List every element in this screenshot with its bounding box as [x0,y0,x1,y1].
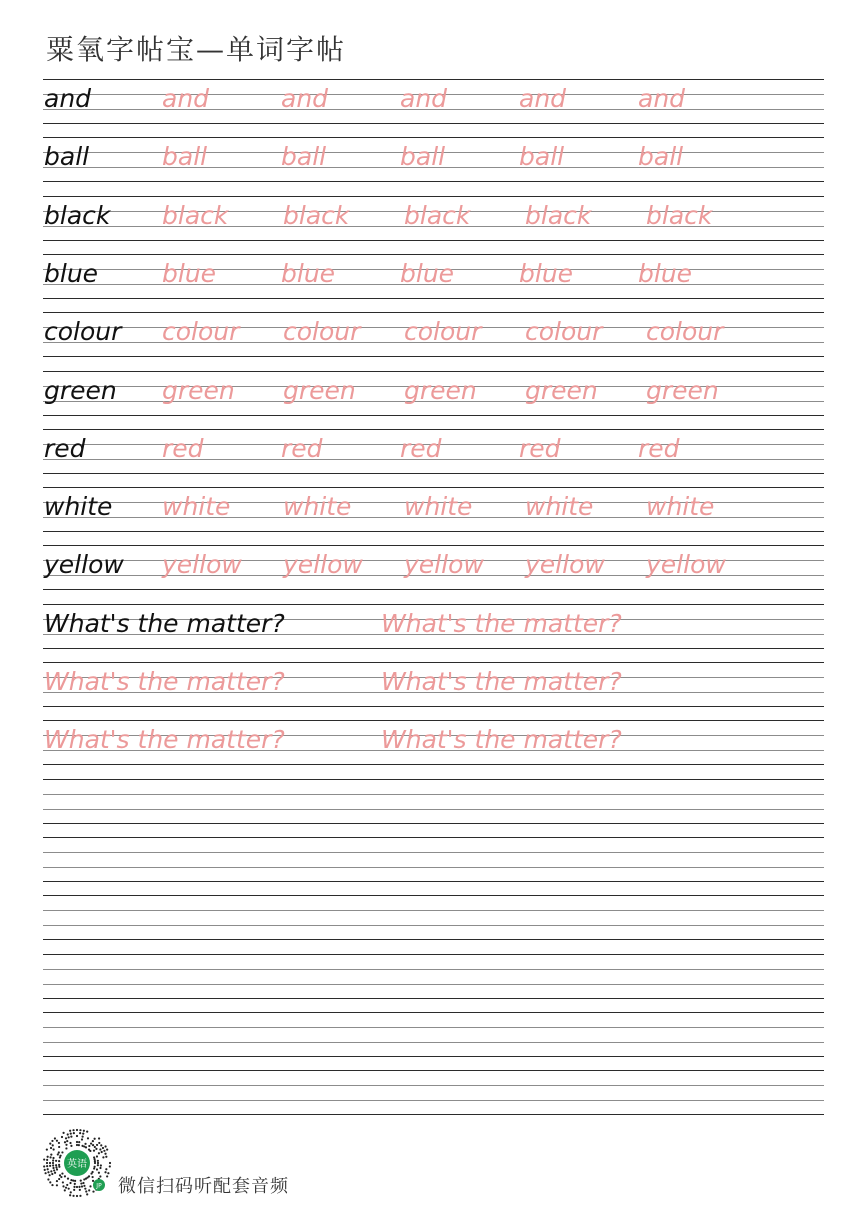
guide-rule [43,371,824,372]
guide-rule [43,823,824,824]
guide-rule [43,1114,824,1115]
model-word: white [44,492,113,522]
trace-word: red [400,433,442,463]
trace-word: colour [404,317,482,347]
model-word: ball [44,142,90,172]
trace-word: and [281,84,329,113]
guide-rule [43,604,824,605]
guide-rule [43,137,824,138]
trace-word: white [162,492,231,522]
trace-word: yellow [283,550,363,580]
guide-rule [43,720,824,721]
qr-badge-label: 英语 [67,1159,87,1170]
baseline-rule [43,867,824,868]
trace-word: red [281,433,323,463]
trace-word: white [525,492,594,522]
guide-rule [43,895,824,896]
trace-sentence: What's the matter? [381,667,622,696]
guide-rule [43,954,824,955]
guide-rule [43,794,824,795]
guide-rule [43,1070,824,1071]
model-word: colour [44,317,122,347]
page-title: 粟氧字帖宝—单词字帖 [46,33,347,66]
guide-rule [43,240,824,241]
trace-word: red [162,433,204,463]
trace-word: blue [400,258,455,288]
trace-sentence: What's the matter? [381,725,622,755]
guide-rule [43,196,824,197]
trace-word: yellow [525,550,605,580]
guide-rule [43,123,824,124]
trace-word: black [525,200,592,230]
trace-word: white [646,492,715,522]
guide-rule [43,648,824,649]
guide-rule [43,779,824,780]
trace-word: red [638,433,680,463]
trace-word: yellow [162,550,242,580]
trace-sentence: What's the matter? [44,725,285,755]
guide-rule [43,181,824,182]
trace-word: ball [519,142,565,172]
guide-rule [43,473,824,474]
guide-rule [43,531,824,532]
model-word: yellow [44,550,124,580]
guide-rule [43,298,824,299]
guide-rule [43,1056,824,1057]
trace-word: ball [400,142,446,172]
guide-rule [43,939,824,940]
guide-rule [43,589,824,590]
trace-word: and [400,84,448,113]
guide-rule [43,662,824,663]
guide-rule [43,706,824,707]
guide-rule [43,415,824,416]
trace-word: white [404,492,473,522]
baseline-rule [43,809,824,810]
guide-rule [43,998,824,999]
trace-word: white [283,492,352,522]
trace-word: ball [162,142,208,172]
trace-word: green [283,375,356,405]
trace-word: colour [525,317,603,347]
guide-rule [43,79,824,80]
guide-rule [43,881,824,882]
trace-word: blue [519,258,574,288]
trace-word: green [404,375,477,405]
model-word: green [44,375,117,405]
guide-rule [43,312,824,313]
trace-word: colour [646,317,724,347]
qr-caption: 微信扫码听配套音频 [118,1176,289,1197]
trace-word: colour [162,317,240,347]
guide-rule [43,356,824,357]
baseline-rule [43,1100,824,1101]
guide-rule [43,764,824,765]
baseline-rule [43,984,824,985]
trace-sentence: What's the matter? [381,608,622,638]
trace-word: and [638,84,686,113]
trace-word: colour [283,317,361,347]
guide-rule [43,1012,824,1013]
trace-word: yellow [646,550,726,580]
trace-word: and [162,84,210,113]
guide-rule [43,1085,824,1086]
trace-word: red [519,433,561,463]
guide-rule [43,254,824,255]
trace-word: ball [281,142,327,172]
model-word: and [44,84,92,113]
trace-word: black [162,200,229,230]
trace-word: black [646,200,713,230]
model-word: black [44,200,111,230]
qr-corner-label: JP [96,1182,102,1190]
trace-sentence: What's the matter? [44,667,285,696]
guide-rule [43,1027,824,1028]
trace-word: green [162,375,235,405]
guide-rule [43,545,824,546]
trace-word: yellow [404,550,484,580]
trace-word: and [519,84,567,113]
guide-rule [43,852,824,853]
trace-word: ball [638,142,684,172]
trace-word: blue [281,258,336,288]
model-word: red [44,433,86,463]
trace-word: black [283,200,350,230]
trace-word: black [404,200,471,230]
guide-rule [43,487,824,488]
model-sentence: What's the matter? [44,608,285,638]
trace-word: green [646,375,719,405]
guide-rule [43,910,824,911]
model-word: blue [44,258,99,288]
guide-rule [43,837,824,838]
baseline-rule [43,925,824,926]
trace-word: blue [162,258,217,288]
qr-code-icon[interactable] [42,1128,112,1198]
guide-rule [43,429,824,430]
guide-rule [43,969,824,970]
trace-word: blue [638,258,693,288]
trace-word: green [525,375,598,405]
baseline-rule [43,1042,824,1043]
